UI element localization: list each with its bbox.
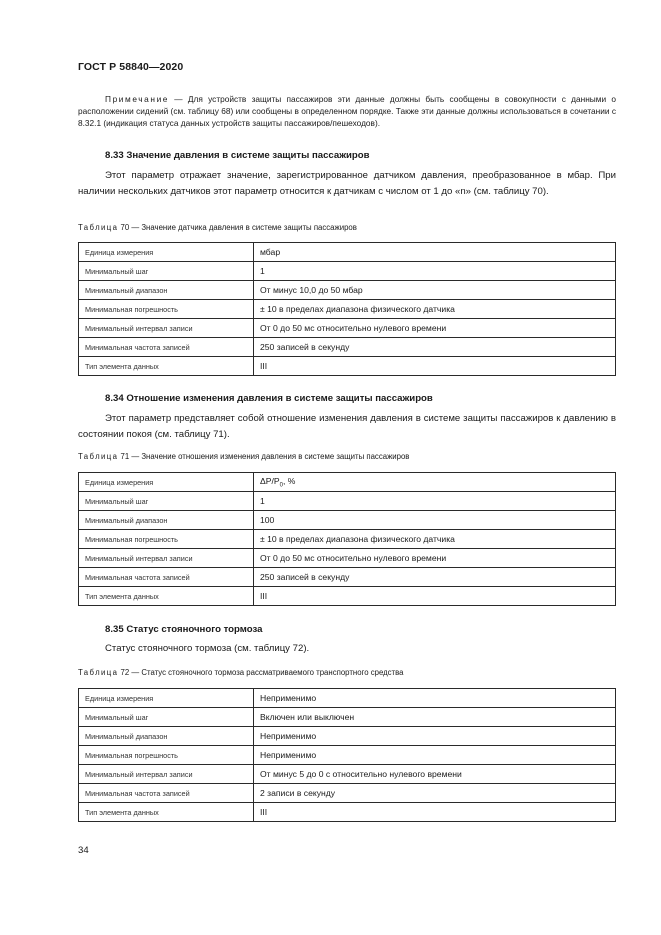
table-caption-72 [78,668,404,677]
caption-text: 71 — Значение отношения изменения давления в системе защиты пассажиров [118,452,410,461]
table-value-cell: ± 10 в пределах диапазона физического датчика [254,300,616,319]
table-key-cell: Минимальная частота записей [79,784,254,803]
table-row [79,262,616,281]
table-71 [78,472,616,606]
formula-pre: ΔP/P [260,475,280,486]
table-key-cell: Минимальный интервал записи [79,319,254,338]
table-row [79,300,616,319]
table-row [79,784,616,803]
table-row [79,357,616,376]
table-row [79,473,616,492]
table-row [79,511,616,530]
table-key-cell: Минимальный шаг [79,262,254,281]
table-value-cell: 2 записи в секунду [254,784,616,803]
table-value-cell: Неприменимо [254,689,616,708]
table-value-cell: От минус 10,0 до 50 мбар [254,281,616,300]
table-value-cell: мбар [254,243,616,262]
section-title-8-34: 8.34 Отношение изменения давления в системе защиты пассажиров [105,393,433,404]
table-value-cell: От 0 до 50 мс относительно нулевого времени [254,549,616,568]
document-header: ГОСТ Р 58840—2020 [78,61,184,73]
table-key-cell: Тип элемента данных [79,803,254,822]
note-paragraph [78,93,616,130]
caption-label: Таблица [78,668,119,677]
table-key-cell: Минимальная погрешность [79,746,254,765]
table-key-cell: Минимальная частота записей [79,568,254,587]
table-row [79,549,616,568]
formula-sub: 0 [279,482,283,489]
table-row [79,319,616,338]
table-key-cell: Тип элемента данных [79,357,254,376]
table-key-cell: Минимальный шаг [79,708,254,727]
table-key-cell: Минимальная погрешность [79,530,254,549]
table-row [79,587,616,606]
table-key-cell: Минимальный диапазон [79,727,254,746]
table-value-cell: От 0 до 50 мс относительно нулевого времени [254,319,616,338]
table-70 [78,242,616,376]
table-value-cell: От минус 5 до 0 с относительно нулевого времени [254,765,616,784]
table-row [79,727,616,746]
table-key-cell: Минимальная частота записей [79,338,254,357]
section-title-8-35: 8.35 Статус стояночного тормоза [105,624,263,635]
table-caption-71 [78,452,409,461]
table-key-cell: Минимальный интервал записи [79,549,254,568]
table-key-cell: Минимальный диапазон [79,511,254,530]
table-row [79,689,616,708]
table-value-cell: 1 [254,262,616,281]
table-value-cell: Неприменимо [254,746,616,765]
page-number: 34 [78,845,89,856]
table-key-cell: Минимальный шаг [79,492,254,511]
table-value-cell: 250 записей в секунду [254,568,616,587]
table-key-cell: Минимальный диапазон [79,281,254,300]
table-value-cell: III [254,587,616,606]
table-value-cell [254,473,616,492]
table-row [79,338,616,357]
table-72 [78,688,616,822]
table-value-cell: 250 записей в секунду [254,338,616,357]
table-row [79,492,616,511]
section-paragraph-8-35: Статус стояночного тормоза (см. таблицу 72). [105,643,310,654]
table-key-cell: Минимальный интервал записи [79,765,254,784]
table-value-cell: Неприменимо [254,727,616,746]
table-key-cell: Единица измерения [79,689,254,708]
section-paragraph-8-33: Этот параметр отражает значение, зарегистрированное датчиком давления, преобразованное в мбар. При наличии нескольких датчиков этот параметр относится к датчикам с числом от 1 до «n» (см. таблицу 70). [78,170,616,197]
caption-label: Таблица [78,452,119,461]
caption-text: 72 — Статус стояночного тормоза рассматриваемого транспортного средства [118,668,404,677]
table-row [79,568,616,587]
table-row [79,803,616,822]
table-caption-70 [78,223,357,232]
table-key-cell: Минимальная погрешность [79,300,254,319]
table-key-cell: Тип элемента данных [79,587,254,606]
table-row [79,281,616,300]
section-paragraph-8-34: Этот параметр представляет собой отношение изменения давления в системе защиты пассажиров к давлению в состоянии покоя (см. таблицу 71). [78,413,616,440]
table-row [79,765,616,784]
table-value-cell: Включен или выключен [254,708,616,727]
caption-label: Таблица [78,223,119,232]
table-value-cell: 1 [254,492,616,511]
table-key-cell: Единица измерения [79,473,254,492]
table-row [79,708,616,727]
table-row [79,530,616,549]
caption-text: 70 — Значение датчика давления в системе защиты пассажиров [118,223,357,232]
note-text: — Для устройств защиты пассажиров эти данные должны быть сообщены в совокупности с данными о расположении сидений (см. таблицу 68) или сообщены в определенном порядке. Также эти данные должны использоваться в сочетании с 8.32.1 (индикация статуса данных устройств защиты пассажиров/пешеходов). [78,94,616,129]
table-row [79,243,616,262]
table-value-cell: III [254,803,616,822]
table-value-cell: 100 [254,511,616,530]
table-key-cell: Единица измерения [79,243,254,262]
table-value-cell: ± 10 в пределах диапазона физического датчика [254,530,616,549]
table-value-cell: III [254,357,616,376]
section-title-8-33: 8.33 Значение давления в системе защиты пассажиров [105,150,370,161]
table-row [79,746,616,765]
formula-post: , % [282,475,296,486]
note-label: Примечание [105,94,170,104]
